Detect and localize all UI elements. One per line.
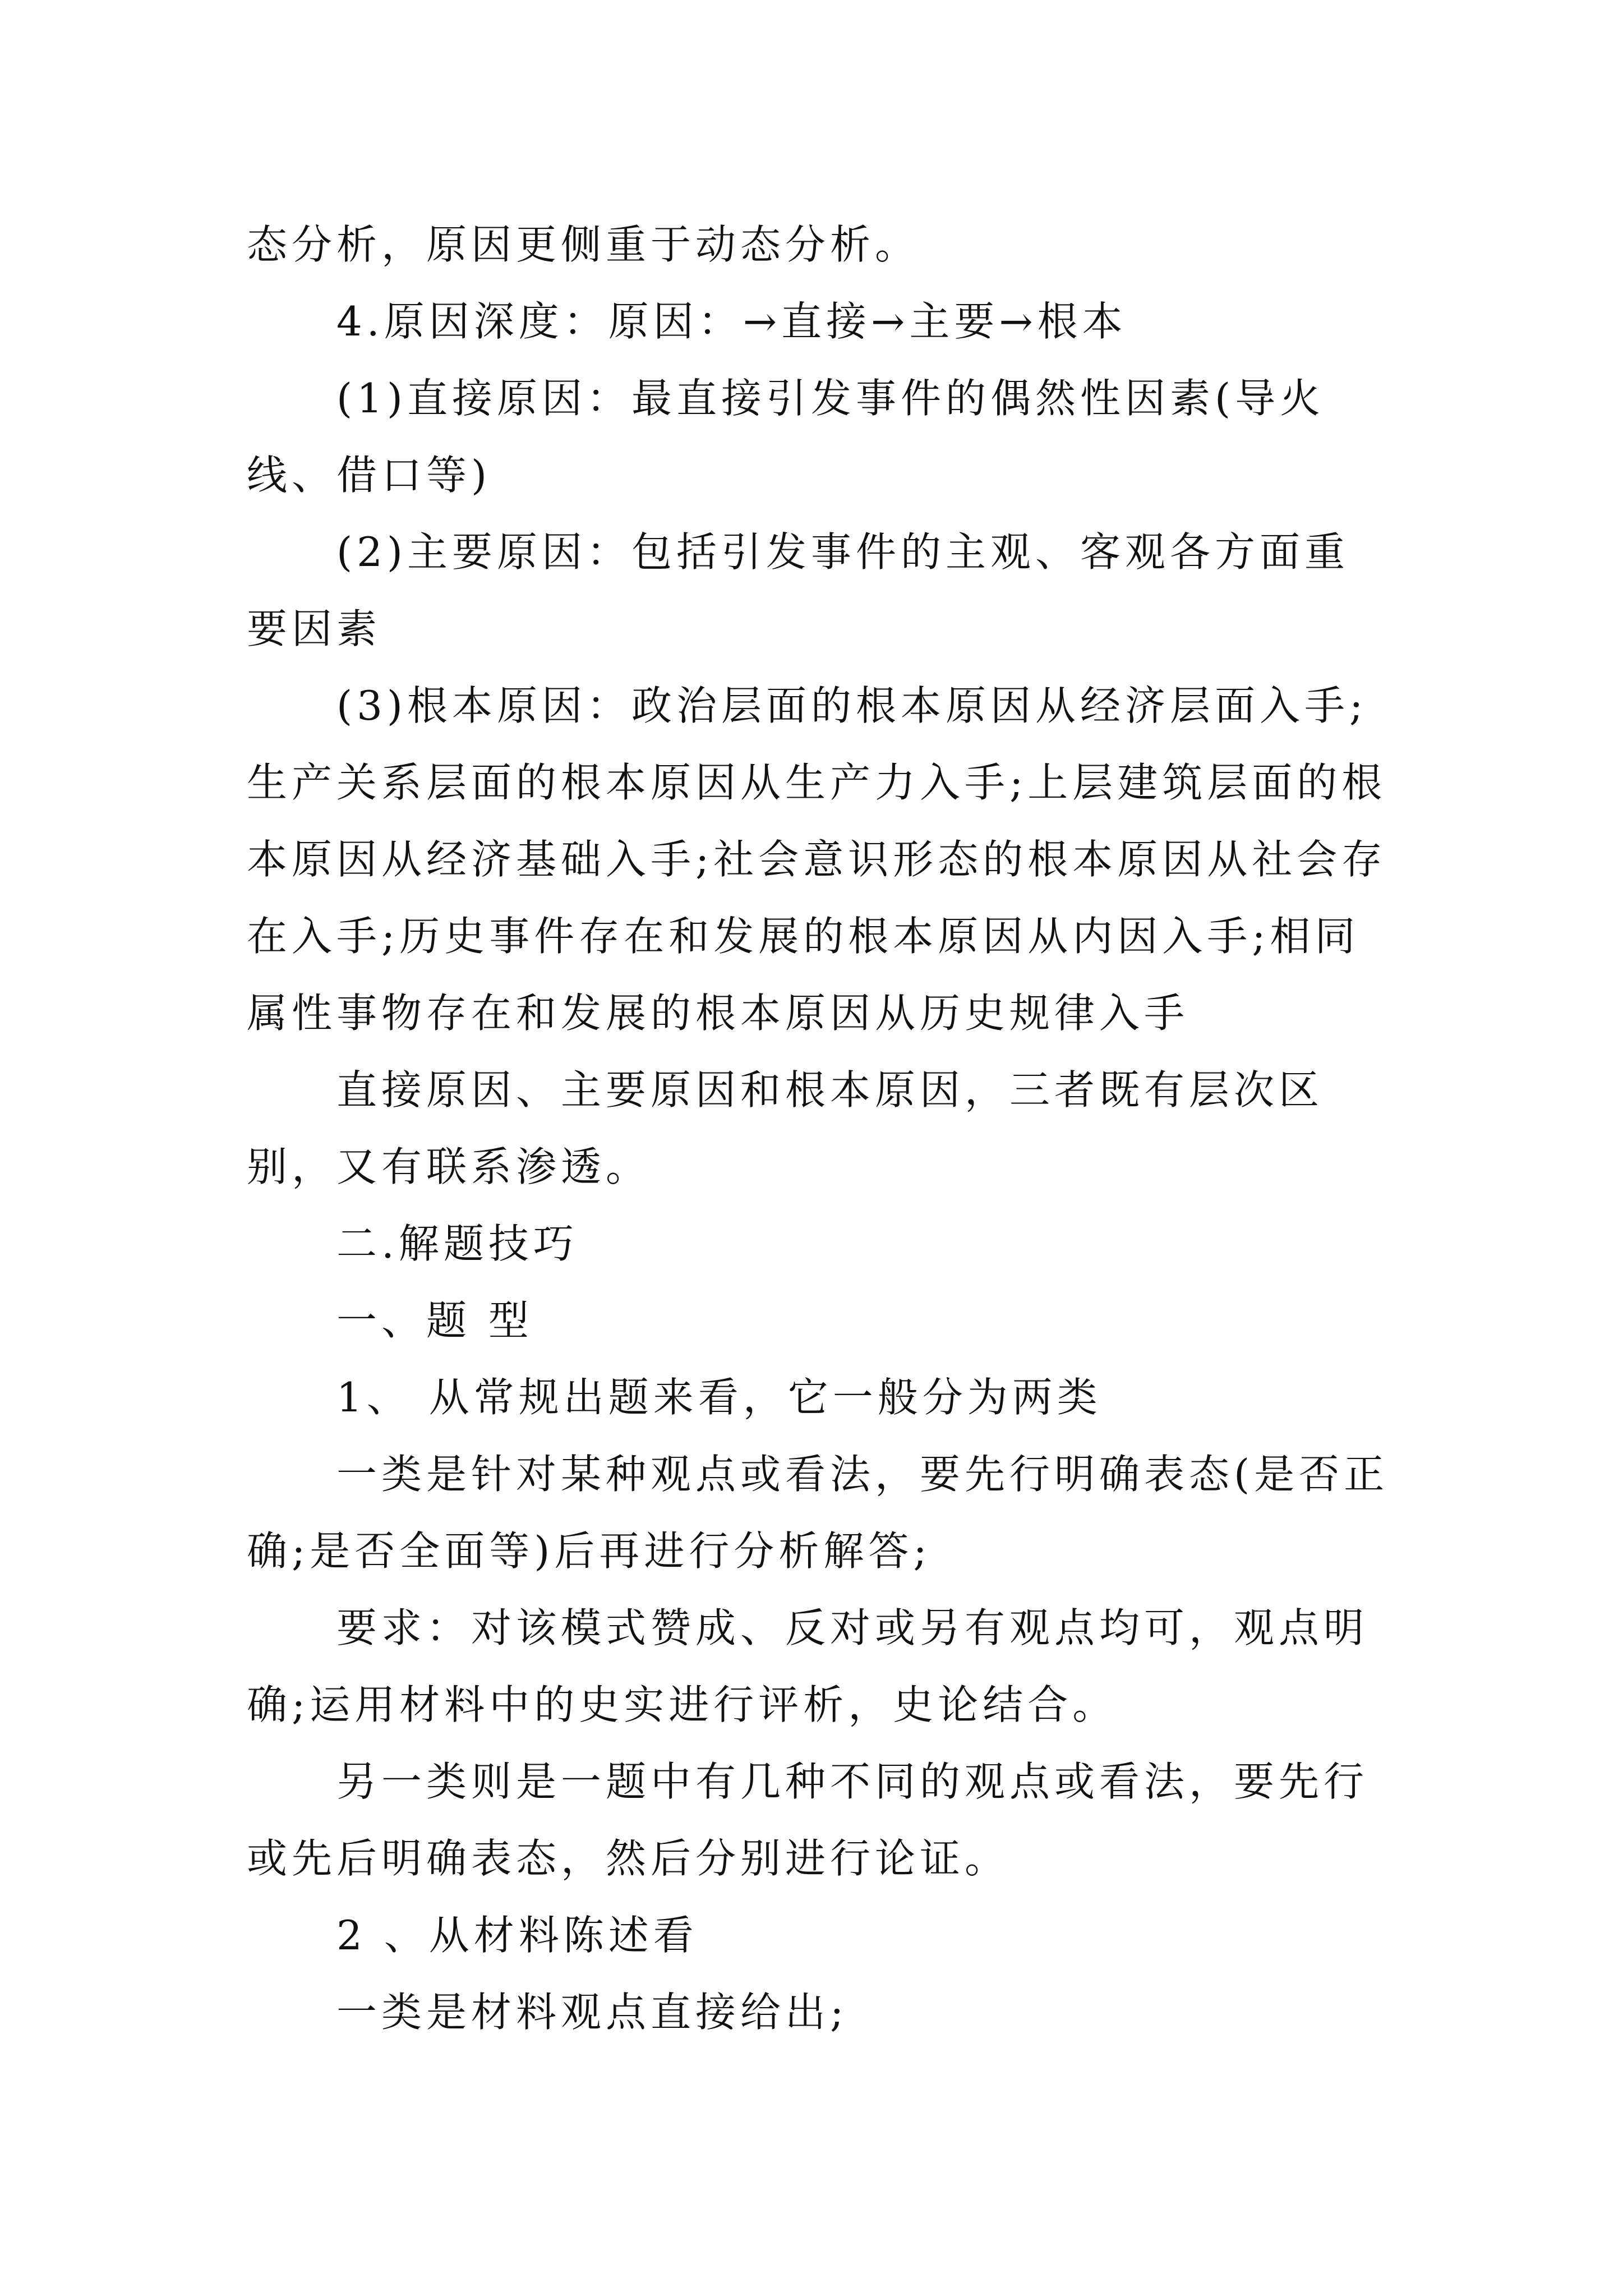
paragraph: (3)根本原因：政治层面的根本原因从经济层面入手;生产关系层面的根本原因从生产力入手;上层建筑层面的根本原因从经济基础入手;社会意识形态的根本原因从社会存在入手;历史事件存在和发展的根本原因从内因入手;相同属性事物存在和发展的根本原因从历史规律入手 (247, 682, 1387, 1037)
section-heading: 二.解题技巧 (336, 1220, 578, 1267)
paragraph: 态分析，原因更侧重于动态分析。 (247, 221, 920, 268)
paragraph: 直接原因、主要原因和根本原因，三者既有层次区别，又有联系渗透。 (247, 1066, 1324, 1190)
paragraph: 1、 从常规出题来看，它一般分为两类 (336, 1374, 1102, 1421)
subsection-heading: 一、题 型 (336, 1297, 533, 1344)
paragraph: (1)直接原因：最直接引发事件的偶然性因素(导火线、借口等) (247, 375, 1325, 499)
paragraph: 另一类则是一题中有几种不同的观点或看法，要先行或先后明确表态，然后分别进行论证。 (247, 1758, 1369, 1882)
paragraph: (2)主要原因：包括引发事件的主观、客观各方面重要因素 (247, 528, 1349, 652)
document-body (247, 206, 1391, 2051)
paragraph: 2 、从材料陈述看 (336, 1912, 698, 1959)
paragraph: 4.原因深度：原因：→直接→主要→根本 (336, 298, 1127, 345)
paragraph: 一类是针对某种观点或看法，要先行明确表态(是否正确;是否全面等)后再进行分析解答; (247, 1451, 1389, 1575)
paragraph: 要求：对该模式赞成、反对或另有观点均可，观点明确;运用材料中的史实进行评析，史论结合。 (247, 1604, 1369, 1728)
paragraph: 一类是材料观点直接给出; (336, 1989, 849, 2036)
